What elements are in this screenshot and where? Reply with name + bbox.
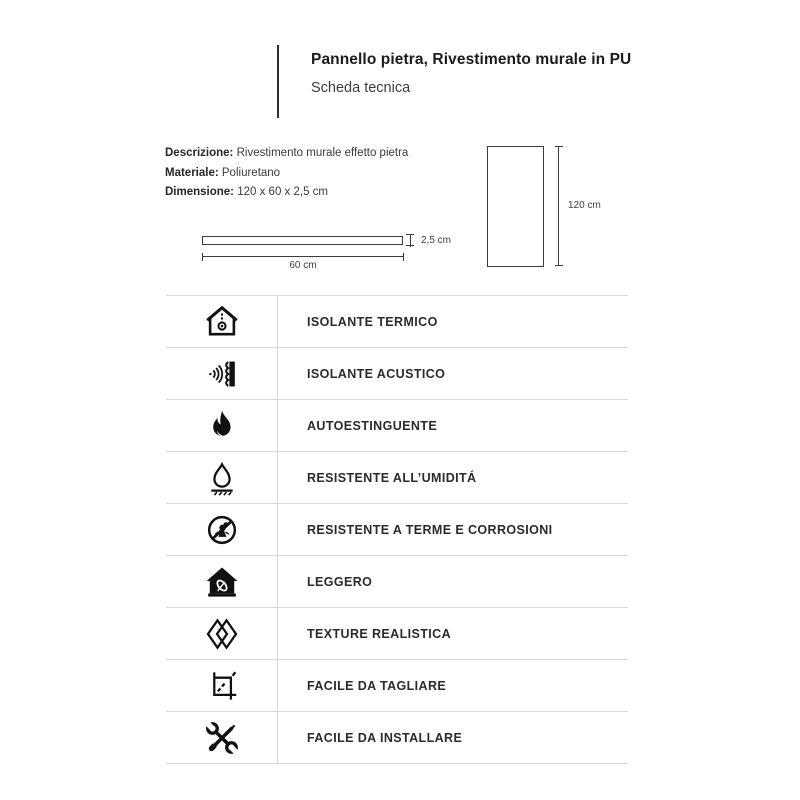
height-measure-tick-bottom <box>555 265 563 266</box>
acoustic-insulation-icon <box>203 355 241 393</box>
feature-label: ISOLANTE TERMICO <box>307 314 438 329</box>
feature-row-facile-installare <box>166 711 628 763</box>
spec-descrizione: Descrizione: Rivestimento murale effetto pietra <box>165 147 409 159</box>
feature-row-texture-realistica <box>166 607 628 659</box>
feature-row-isolante-acustico <box>166 347 628 399</box>
features-column-divider <box>277 295 278 763</box>
height-measure-line <box>558 146 559 266</box>
feature-label: FACILE DA INSTALLARE <box>307 730 463 745</box>
feature-label: TEXTURE REALISTICA <box>307 626 452 641</box>
crossed-tools-icon <box>203 719 241 757</box>
width-measure-line <box>202 256 404 257</box>
feature-row-isolante-termico <box>166 295 628 347</box>
spec-list <box>165 147 408 206</box>
feature-row-leggero <box>166 555 628 607</box>
thermal-insulation-icon <box>203 303 241 341</box>
height-label: 120 cm <box>568 200 601 211</box>
feature-label: RESISTENTE ALL’UMIDITÁ <box>307 470 477 485</box>
thickness-measure-tick-top <box>406 234 414 235</box>
texture-diamonds-icon <box>203 615 241 653</box>
thickness-label: 2,5 cm <box>421 235 452 246</box>
flame-icon <box>203 407 241 445</box>
feature-label: RESISTENTE A TERME E CORROSIONI <box>307 522 553 537</box>
height-measure-tick-top <box>555 146 563 147</box>
feature-row-resistente-umidita <box>166 451 628 503</box>
header-vertical-rule <box>277 45 279 118</box>
thickness-measure-tick-bottom <box>406 245 414 246</box>
house-feather-icon <box>203 563 241 601</box>
feature-label: ISOLANTE ACUSTICO <box>307 366 446 381</box>
feature-row-resistente-terme <box>166 503 628 555</box>
panel-front-view-rect <box>487 146 544 267</box>
width-label: 60 cm <box>289 260 317 271</box>
features-table <box>166 295 628 764</box>
feature-label: LEGGERO <box>307 574 373 589</box>
water-drop-icon <box>203 459 241 497</box>
page-subtitle: Scheda tecnica <box>311 80 411 96</box>
feature-label: AUTOESTINGUENTE <box>307 418 438 433</box>
feature-label: FACILE DA TAGLIARE <box>307 678 447 693</box>
panel-top-view-rect <box>202 236 403 245</box>
crop-cut-icon <box>203 667 241 705</box>
page-title: Pannello pietra, Rivestimento murale in PU <box>311 51 632 68</box>
feature-row-facile-tagliare <box>166 659 628 711</box>
spec-dimensione: Dimensione: 120 x 60 x 2,5 cm <box>165 186 328 198</box>
spec-materiale: Materiale: Poliuretano <box>165 166 281 179</box>
no-termite-icon <box>203 511 241 549</box>
feature-row-autoestinguente <box>166 399 628 451</box>
